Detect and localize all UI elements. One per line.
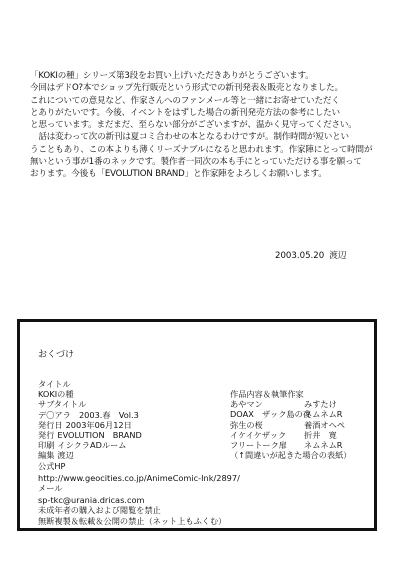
notice-minors: 未成年者の購入および閲覧を禁止 <box>38 505 161 516</box>
work-author: 養酒オヘペ <box>304 419 345 430</box>
publisher-row <box>38 430 248 440</box>
issue-date-label: 発行日 <box>38 419 63 430</box>
contents-row <box>230 409 380 419</box>
contents-row <box>230 399 380 409</box>
afterword-author: 渡辺 <box>329 251 347 261</box>
contents-row <box>230 440 380 450</box>
title-label: タイトル <box>38 379 71 389</box>
issue-date-value: 2003年06月12日 <box>65 419 132 430</box>
notice-copyright: 無断複製＆転載＆公開の禁止（ネット上もふくむ） <box>38 515 227 526</box>
title-value: KOKIの種 <box>38 389 74 400</box>
editor-label: 編集 <box>38 450 55 461</box>
work-title: イケイケザック <box>230 429 287 440</box>
afterword-line-1: 「KOKIの種」シリーズ第3段をお買い上げいただきありがとうございます。 <box>30 71 314 81</box>
afterword-line-6: 話は変わって次の新刊は夏コミ合わせの本となるわけですが。制作時間が短いとい <box>30 132 349 143</box>
afterword-line-7: うこともあり、この本よりも薄くリーズナブルになると思われます。作家陣にとって時間が <box>30 144 373 155</box>
colophon-details <box>38 379 248 526</box>
afterword-line-3: これについての意見など、作家さんへのファンメール等と一緒にお寄せていただく <box>30 95 340 106</box>
printer-label: 印刷 <box>38 440 55 451</box>
mail-address: sp-tkc@urania.dricas.com <box>38 495 145 506</box>
afterword-date: 2003.05.20 <box>275 251 325 261</box>
colophon-box <box>17 319 377 531</box>
work-title: フリートーク扉 <box>230 440 287 451</box>
mail-label: メール <box>38 483 63 494</box>
subtitle-label: サブタイトル <box>38 399 87 410</box>
afterword-line-4: とありがたいです。今後、イベントをはずした場合の新刊発売方法の参考にしたい <box>30 107 340 118</box>
work-title: 弥生の桜 <box>230 419 263 430</box>
printer-value: イシクラADルーム <box>57 440 127 451</box>
hp-url: http://www.geocities.co.jp/AnimeComic-Ink/2897/ <box>38 472 240 483</box>
afterword-line-2: 今回はデドO?本でショップ先行販売という形式での新刊発表＆販売となりました。 <box>30 83 343 94</box>
contents-header: 作品内容＆執筆作家 <box>230 389 304 399</box>
afterword-line-8: 無いという事が1番のネックです。製作者一同次の本も手にとっていただける事を願って <box>30 157 362 168</box>
afterword-line-5: と思っています。まだまだ、至らない部分がございますが、温かく見守ってください。 <box>30 120 357 131</box>
editor-value: 渡辺 <box>57 450 74 461</box>
afterword-signature <box>275 249 346 261</box>
afterword-text <box>30 70 373 181</box>
publisher-value: EVOLUTION BRAND <box>57 430 142 441</box>
contents-row <box>230 430 380 440</box>
colophon-heading: おくづけ <box>38 350 75 360</box>
publisher-label: 発行 <box>38 430 55 441</box>
printer-row <box>38 440 248 450</box>
subtitle-value: デ〇アラ 2003.春 Vol.3 <box>38 409 139 420</box>
work-author: 折井 寛 <box>304 429 337 440</box>
afterword-line-9: おります。今後も「EVOLUTION BRAND」と作家陣をよろしくお願いします。 <box>30 169 327 180</box>
work-author: ネムネムR <box>304 409 343 420</box>
work-author: みすたけ <box>304 399 337 410</box>
work-title: DOAX ザック島の夜 <box>230 409 311 420</box>
work-author: ネムネムR <box>304 440 343 451</box>
issue-date-row <box>38 420 248 430</box>
hp-label: 公式HP <box>38 460 66 471</box>
work-title: あやマン <box>230 399 263 410</box>
contents-row <box>230 420 380 430</box>
editor-row <box>38 450 248 460</box>
contents-list <box>230 389 380 460</box>
contents-note: （↑間違いが起きた場合の表紙） <box>230 450 352 461</box>
